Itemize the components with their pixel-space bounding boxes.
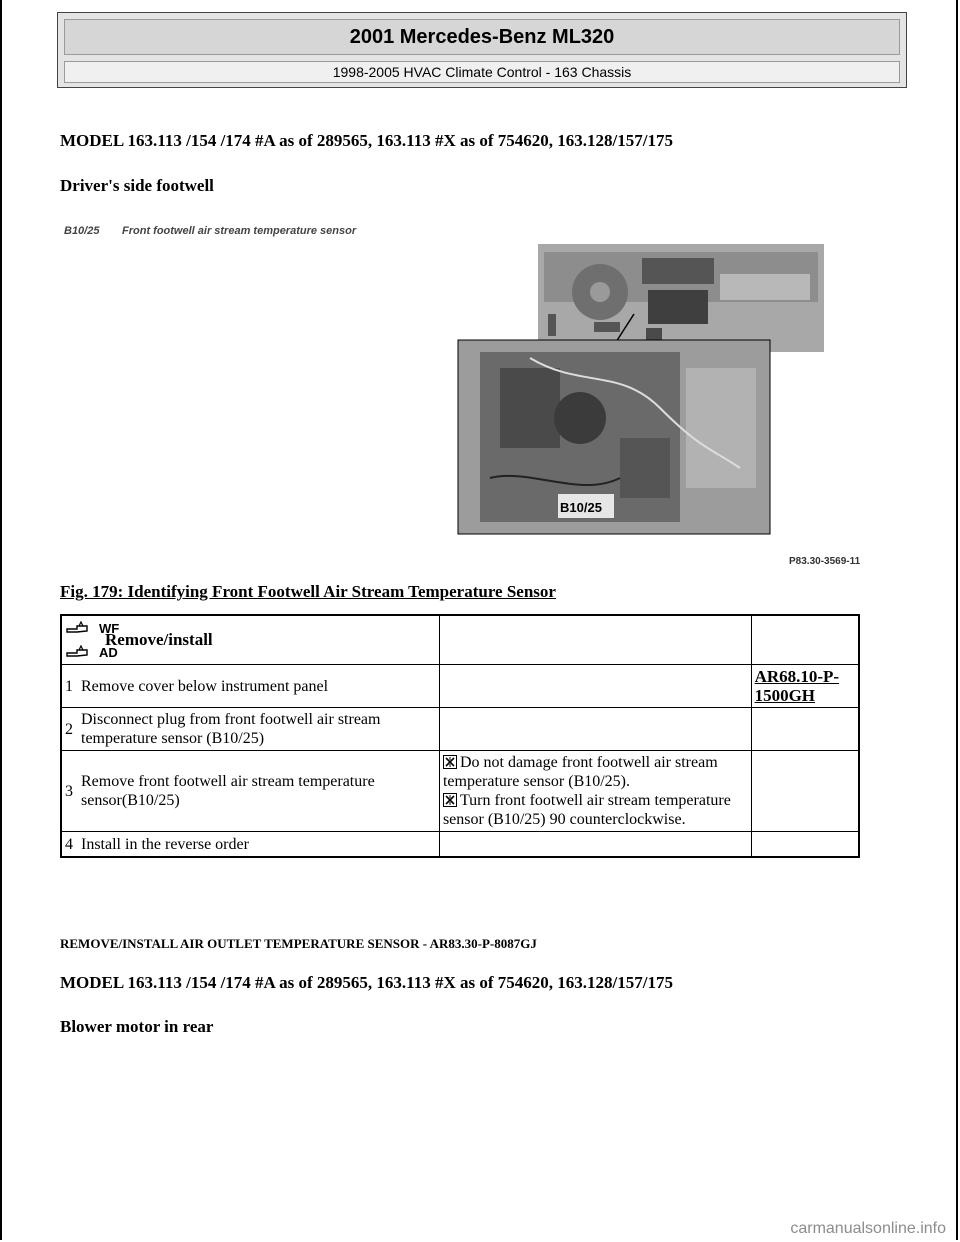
caution-icon — [443, 793, 457, 807]
figure-label-code: B10/25 — [64, 225, 100, 237]
header-empty-cell — [751, 615, 859, 665]
table-header-row — [61, 615, 859, 665]
model-heading: MODEL 163.113 /154 /174 #A as of 289565, 163.113 #X as of 754620, 163.128/157/175 — [60, 973, 673, 992]
step-number: 4 — [65, 835, 73, 853]
reference-cell — [751, 751, 859, 832]
figure-label-text: Front footwell air stream temperature sensor — [122, 225, 357, 237]
page-header — [57, 12, 907, 88]
dashboard-photo — [538, 244, 824, 352]
table-row — [61, 708, 859, 751]
note-cell — [439, 708, 751, 751]
step-text: Disconnect plug from front footwell air stream temperature sensor (B10/25) — [81, 711, 381, 747]
sensor-location-figure — [60, 218, 880, 570]
icon-label-ad: AD — [99, 644, 118, 660]
step-text: Remove cover below instrument panel — [81, 677, 329, 695]
figure-caption: Fig. 179: Identifying Front Footwell Air Stream Temperature Sensor — [60, 582, 556, 601]
step-cell — [61, 751, 439, 832]
warning-note — [443, 753, 748, 791]
step-cell — [61, 665, 439, 708]
step-text: Install in the reverse order — [81, 835, 249, 853]
heater-box-photo — [458, 340, 770, 534]
note-cell — [439, 832, 751, 857]
warning-note-text: Do not damage front footwell air stream temperature sensor (B10/25). — [442, 754, 718, 790]
step-number: 3 — [65, 782, 73, 800]
table-row — [61, 832, 859, 857]
header-subtitle: 1998-2005 HVAC Climate Control - 163 Chassis — [64, 61, 900, 83]
table-row — [61, 665, 859, 708]
note-cell — [439, 665, 751, 708]
warning-note-text: Turn front footwell air stream temperature sensor (B10/25) 90 counterclockwise. — [442, 792, 731, 828]
model-heading: MODEL 163.113 /154 /174 #A as of 289565, 163.113 #X as of 754620, 163.128/157/175 — [60, 131, 673, 150]
step-number: 2 — [65, 720, 73, 738]
figure-callout: B10/25 — [560, 500, 602, 515]
step-text: Remove front footwell air stream temperature sensor(B10/25) — [81, 773, 375, 809]
section-title: REMOVE/INSTALL AIR OUTLET TEMPERATURE SENSOR - AR83.30-P-8087GJ — [60, 936, 537, 951]
watermark: carmanualsonline.info — [790, 1220, 946, 1237]
figure-photo-code: P83.30-3569-11 — [789, 556, 861, 567]
step-cell — [61, 832, 439, 857]
table-row — [61, 751, 859, 832]
reference-cell — [751, 665, 859, 708]
pointing-hand-icon — [65, 644, 99, 660]
reference-link[interactable]: AR68.10-P-1500GH — [754, 667, 840, 705]
step-number: 1 — [65, 677, 73, 695]
warning-note — [443, 791, 748, 829]
header-empty-cell — [439, 615, 751, 665]
location-heading: Blower motor in rear — [60, 1017, 214, 1036]
caution-icon — [443, 755, 457, 769]
icon-cell: WF AD Remove/install — [61, 615, 439, 665]
icon-label-wf: WF — [99, 620, 120, 636]
reference-cell — [751, 832, 859, 857]
location-heading: Driver's side footwell — [60, 176, 214, 195]
step-cell — [61, 708, 439, 751]
note-cell — [439, 751, 751, 832]
reference-cell — [751, 708, 859, 751]
header-title: 2001 Mercedes-Benz ML320 — [64, 19, 900, 55]
procedure-table — [60, 614, 860, 858]
pointing-hand-icon — [65, 620, 99, 636]
